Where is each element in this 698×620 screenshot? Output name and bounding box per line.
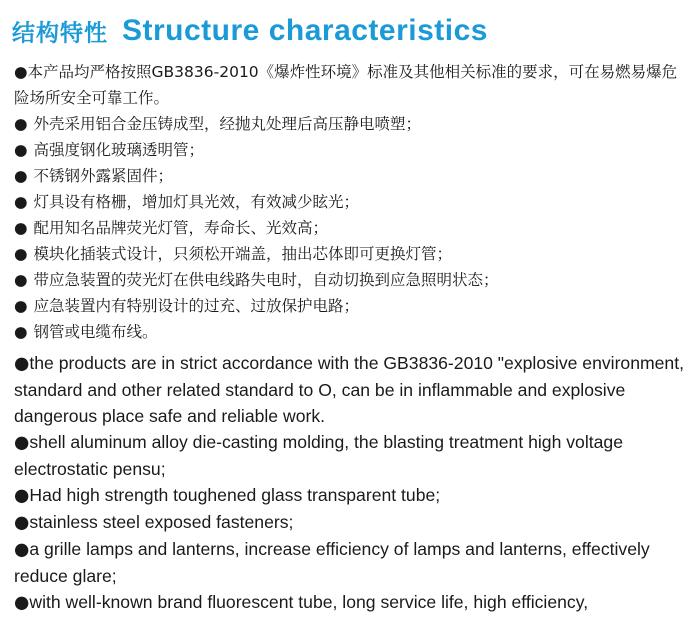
bullet-icon: ●: [14, 593, 30, 613]
list-item-text: 外壳采用铝合金压铸成型，经抛丸处理后高压静电喷塑；: [33, 115, 422, 133]
list-item: [14, 267, 690, 293]
bullet-icon: ●: [14, 167, 28, 185]
title-chinese: 结构特性: [12, 20, 108, 47]
english-feature-list: [14, 350, 694, 616]
list-item: [14, 215, 690, 241]
list-item-text: the products are in strict accordance with the GB3836-2010 "explosive environment, standard and other related standard to O, can be in inflammable and explosive dangerous place safe and reliable work.: [14, 353, 684, 426]
bullet-icon: ●: [14, 271, 28, 289]
bullet-icon: ●: [14, 513, 30, 533]
list-item-text: 本产品均严格按照GB3836-2010《爆炸性环境》标准及其他相关标准的要求，可在易燃易爆危险场所安全可靠工作。: [14, 63, 678, 107]
list-item: [14, 319, 690, 345]
title-english: Structure characteristics: [122, 14, 488, 47]
bullet-icon: ●: [14, 141, 28, 159]
list-item: [14, 59, 690, 111]
bullet-icon: ●: [14, 297, 28, 315]
bullet-icon: ●: [14, 193, 28, 211]
list-item: [14, 429, 694, 482]
list-item: [14, 350, 694, 429]
list-item-text: Had high strength toughened glass transparent tube;: [29, 485, 441, 505]
list-item: [14, 509, 694, 536]
bullet-icon: ●: [14, 245, 28, 263]
chinese-feature-list: [14, 59, 690, 345]
list-item-text: stainless steel exposed fasteners;: [29, 512, 294, 532]
list-item-text: 钢管或电缆布线。: [33, 323, 158, 341]
list-item-text: with well-known brand fluorescent tube, long service life, high efficiency,: [29, 592, 589, 612]
list-item: [14, 189, 690, 215]
bullet-icon: ●: [14, 540, 30, 560]
list-item-text: 不锈钢外露紧固件；: [33, 167, 174, 185]
bullet-icon: ●: [14, 219, 28, 237]
list-item-text: shell aluminum alloy die-casting molding, the blasting treatment high voltage electrostatic pensu;: [14, 432, 623, 479]
bullet-icon: ●: [14, 433, 30, 453]
list-item: [14, 137, 690, 163]
list-item-text: 配用知名品牌荧光灯管，寿命长、光效高；: [33, 219, 329, 237]
list-item-text: 应急装置内有特别设计的过充、过放保护电路；: [33, 297, 360, 315]
list-item-text: 带应急装置的荧光灯在供电线路失电时，自动切换到应急照明状态；: [33, 271, 499, 289]
bullet-icon: ●: [14, 354, 30, 374]
section-header: [12, 14, 488, 48]
list-item: [14, 163, 690, 189]
list-item: [14, 241, 690, 267]
list-item-text: 模块化插装式设计，只须松开端盖，抽出芯体即可更换灯管；: [33, 245, 453, 263]
bullet-icon: ●: [14, 63, 28, 81]
list-item: [14, 293, 690, 319]
list-item: [14, 482, 694, 509]
bullet-icon: ●: [14, 323, 28, 341]
list-item-text: 高强度钢化玻璃透明管；: [33, 141, 205, 159]
list-item: [14, 111, 690, 137]
list-item: [14, 589, 694, 616]
list-item: [14, 536, 694, 589]
bullet-icon: ●: [14, 486, 30, 506]
bullet-icon: ●: [14, 115, 28, 133]
list-item-text: 灯具设有格栅，增加灯具光效，有效减少眩光；: [33, 193, 360, 211]
list-item-text: a grille lamps and lanterns, increase efficiency of lamps and lanterns, effectively reduce glare;: [14, 539, 650, 586]
